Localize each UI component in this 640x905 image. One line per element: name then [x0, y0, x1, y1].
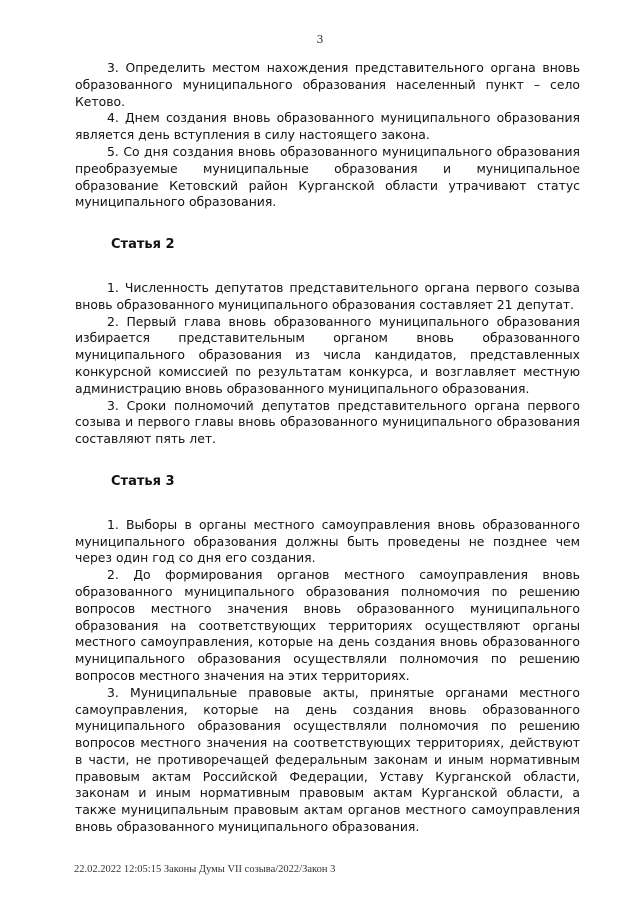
article-heading: Статья 2: [111, 237, 175, 253]
document-footer: 22.02.2022 12:05:15 Законы Думы VII созыва/2022/Закон 3: [74, 864, 336, 875]
paragraph: 2. До формирования органов местного самоуправления вновь образованного муниципального образования полномочия по решению вопросов местного значения вновь образованного муниципального образования на соответствующих территориях осуществляют органы местного самоуправления, которые на день создания вновь образованного муниципального образования осуществляли полномочия по решению вопросов местного значения на этих территориях.: [75, 567, 580, 683]
page-number: 3: [316, 33, 324, 46]
paragraph: 4. Днем создания вновь образованного муниципального образования является день вступления в силу настоящего закона.: [75, 110, 580, 143]
paragraph: 3. Сроки полномочий депутатов представительного органа первого созыва и первого главы вновь образованного муниципального образования составляют пять лет.: [75, 397, 580, 447]
paragraph: 1. Выборы в органы местного самоуправления вновь образованного муниципального образования должны быть проведены не позднее чем через один год со дня его создания.: [75, 516, 580, 566]
paragraph: 1. Численность депутатов представительного органа первого созыва вновь образованного муниципального образования составляет 21 депутат.: [75, 279, 580, 312]
document-body: [75, 60, 580, 836]
paragraph: 3. Определить местом нахождения представительного органа вновь образованного муниципального образования населенный пункт – село Кетово.: [75, 60, 580, 109]
section-continued: [75, 60, 580, 211]
article-2: [75, 237, 580, 448]
article-heading: Статья 3: [111, 473, 175, 489]
paragraph: 5. Со дня создания вновь образованного муниципального образования преобразуемые муниципальные образования и муниципальное образование Кетовский район Курганской области утрачивают статус муниципального образования.: [75, 143, 580, 210]
paragraph: 2. Первый глава вновь образованного муниципального образования избирается представительным органом вновь образованного муниципального образования из числа кандидатов, представленных конкурсной комиссией по результатам конкурса, и возглавляет местную администрацию вновь образованного муниципального образования.: [75, 313, 580, 396]
paragraph: 3. Муниципальные правовые акты, принятые органами местного самоуправления, которые на день создания вновь образованного муниципального образования осуществляли полномочия по решению вопросов местного значения на соответствующих территориях, действуют в части, не противоречащей федеральным законам и иным нормативным правовым актам Российской Федерации, Уставу Курганской области, законам и иным нормативным правовым актам Курганской области, а также муниципальным правовым актам органов местного самоуправления вновь образованного муниципального образования.: [75, 684, 580, 835]
article-3: [75, 474, 580, 836]
